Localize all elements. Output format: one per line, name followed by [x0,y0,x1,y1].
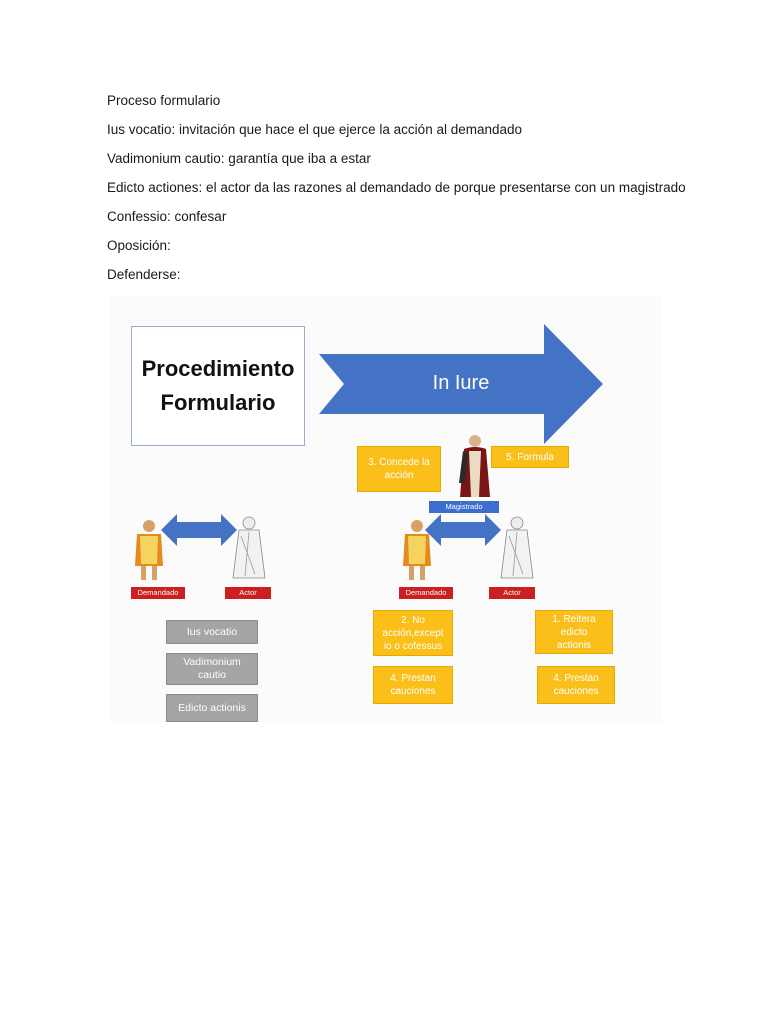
doc-line-title: Proceso formulario [107,93,221,108]
callout-concede-accion: 3. Concede la acción [357,446,441,492]
double-arrow-icon-right [425,514,501,546]
doc-line-confessio: Confessio: confesar [107,209,227,224]
callout-reitera-edicto: 1. Reitera edicto actionis [535,610,613,654]
doc-line-edicto: Edicto actiones: el actor da las razones al demandado de porque presentarse con un magistrado [107,180,686,195]
actor-figure-icon-left [229,516,269,582]
magistrado-tag: Magistrado [429,501,499,513]
diagram-title: Procedimiento Formulario [141,356,295,415]
step-vadimonium-cautio: Vadimonium cautio [166,653,258,685]
doc-line-oposicion: Oposición: [107,238,171,253]
actor-tag-right: Actor [489,587,535,599]
magistrado-figure-icon [457,433,493,501]
step-edicto-actionis: Edicto actionis [166,694,258,722]
demandado-tag-right: Demandado [399,587,453,599]
callout-formula: 5. Formula [491,446,569,468]
callout-prestan-cauciones-left: 4. Prestan cauciones [373,666,453,704]
step-ius-vocatio: Ius vocatio [166,620,258,644]
doc-line-ius-vocatio: Ius vocatio: invitación que hace el que ejerce la acción al demandado [107,122,523,137]
double-arrow-icon-left [161,514,237,546]
callout-prestan-cauciones-right: 4. Prestan cauciones [537,666,615,704]
actor-figure-icon-right [497,516,537,582]
callout-no-accion: 2. No acción,except io o cofessus [373,610,453,656]
in-iure-label: In Iure [432,372,490,394]
demandado-tag-left: Demandado [131,587,185,599]
actor-tag-left: Actor [225,587,271,599]
diagram-title-box [131,326,305,446]
procedure-diagram [109,296,661,722]
doc-line-defenderse: Defenderse: [107,267,181,282]
doc-line-vadimonium: Vadimonium cautio: garantía que iba a estar [107,151,371,166]
